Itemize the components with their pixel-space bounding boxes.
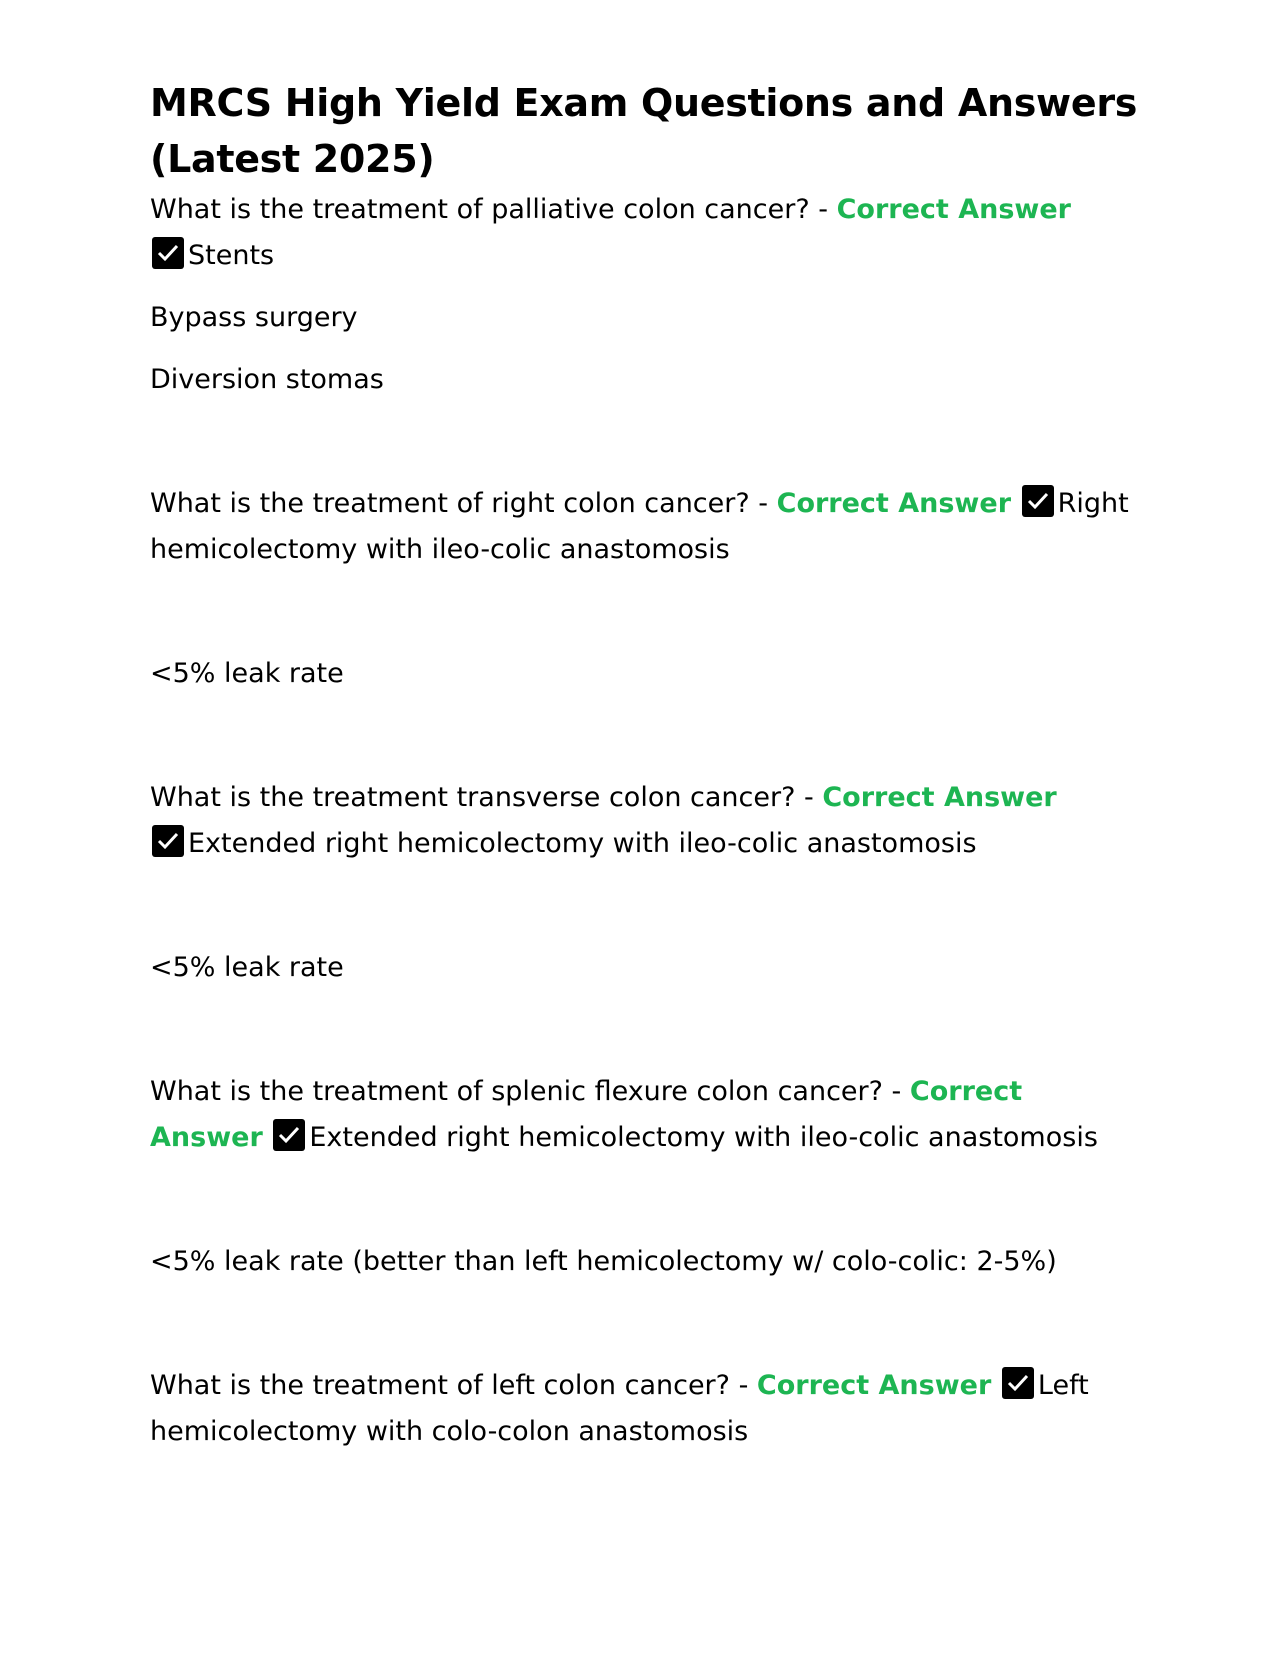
answer-text: Stents xyxy=(188,240,275,271)
question-text: What is the treatment transverse colon cancer? xyxy=(150,782,796,813)
document-page xyxy=(150,75,1140,1455)
qa-item xyxy=(150,187,1140,279)
answer-text: Right hemicolectomy with ileo-colic anastomosis xyxy=(150,488,1129,565)
separator: - xyxy=(730,1370,757,1401)
answer-text: Left hemicolectomy with colo-colon anastomosis xyxy=(150,1370,1089,1447)
correct-answer-label: Correct Answer xyxy=(836,194,1071,225)
question-text: What is the treatment of left colon cancer? xyxy=(150,1370,730,1401)
separator: - xyxy=(795,782,823,813)
check-box-icon xyxy=(152,825,184,857)
correct-answer-label: Correct Answer xyxy=(150,1076,1023,1153)
answer-text: Extended right hemicolectomy with ileo-colic anastomosis xyxy=(309,1122,1098,1153)
answer-detail: Diversion stomas xyxy=(150,364,384,395)
separator: - xyxy=(809,194,837,225)
separator: - xyxy=(882,1076,910,1107)
check-box-icon xyxy=(1002,1367,1034,1399)
qa-item xyxy=(150,1069,1140,1161)
separator: - xyxy=(749,488,777,519)
answer-detail: <5% leak rate xyxy=(150,952,344,983)
question-text: What is the treatment of splenic flexure colon cancer? xyxy=(150,1076,883,1107)
answer-text: Extended right hemicolectomy with ileo-colic anastomosis xyxy=(188,828,977,859)
correct-answer-label: Correct Answer xyxy=(822,782,1057,813)
correct-answer-label: Correct Answer xyxy=(756,1370,992,1401)
question-text: What is the treatment of right colon cancer? xyxy=(150,488,750,519)
question-text: What is the treatment of palliative colon cancer? xyxy=(150,194,810,225)
check-box-icon xyxy=(1022,485,1054,517)
document-title: MRCS High Yield Exam Questions and Answers (Latest 2025) xyxy=(150,81,1138,181)
answer-detail: <5% leak rate (better than left hemicolectomy w/ colo-colic: 2-5%) xyxy=(150,1246,1057,1277)
check-box-icon xyxy=(152,237,184,269)
check-box-icon xyxy=(273,1119,305,1151)
correct-answer-label: Correct Answer xyxy=(776,488,1012,519)
qa-item xyxy=(150,1363,1140,1455)
answer-detail: <5% leak rate xyxy=(150,658,344,689)
qa-item xyxy=(150,481,1140,573)
qa-item xyxy=(150,775,1140,867)
answer-detail: Bypass surgery xyxy=(150,302,358,333)
